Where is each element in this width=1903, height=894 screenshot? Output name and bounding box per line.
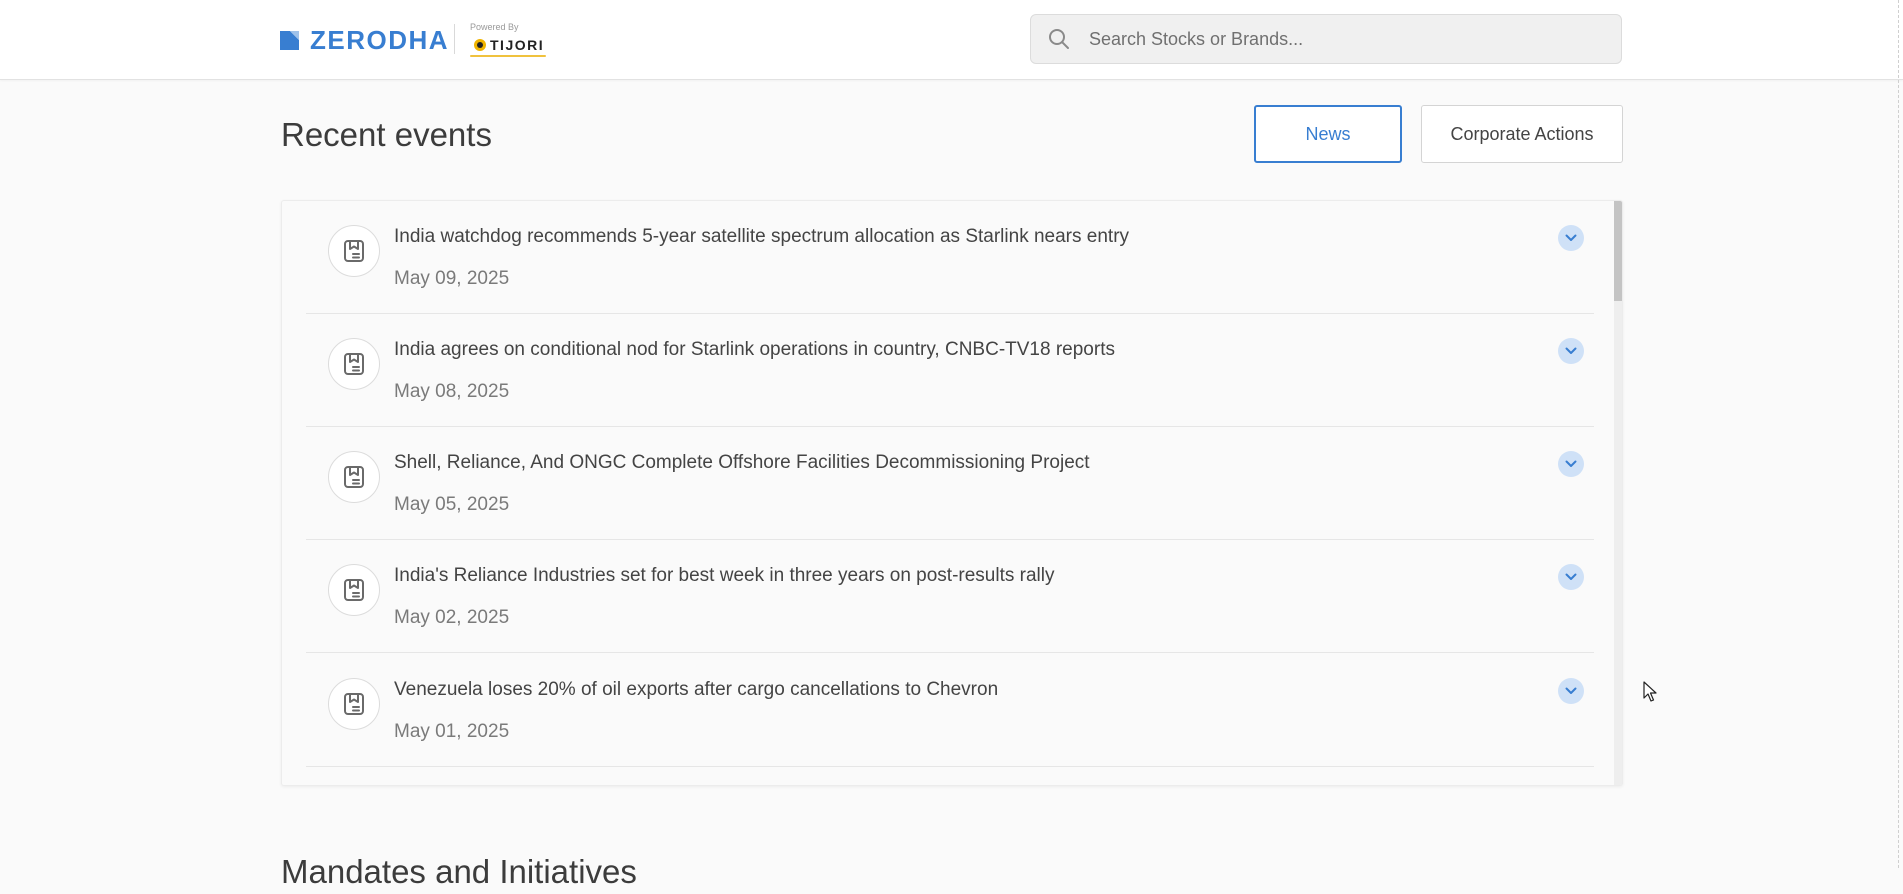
event-date: May 05, 2025 (394, 494, 510, 515)
chevron-down-icon (1565, 573, 1577, 581)
search-icon (1047, 27, 1071, 51)
event-item[interactable] (306, 201, 1594, 314)
news-icon (328, 451, 380, 503)
expand-button[interactable] (1558, 564, 1584, 590)
header-divider (454, 24, 455, 54)
event-date: May 02, 2025 (394, 607, 510, 628)
tab-corporate-actions[interactable] (1421, 105, 1623, 163)
scrollbar-thumb[interactable] (1614, 201, 1622, 301)
expand-button[interactable] (1558, 451, 1584, 477)
search-input[interactable] (1087, 28, 1591, 51)
chevron-down-icon (1565, 347, 1577, 355)
tijori-name: TIJORI (490, 37, 545, 53)
powered-by-label: Powered By (470, 22, 519, 32)
tab-corporate-actions-label: Corporate Actions (1450, 123, 1594, 144)
event-title[interactable]: India agrees on conditional nod for Starlink operations in country, CNBC-TV18 reports (394, 339, 1115, 360)
event-date: May 09, 2025 (394, 268, 510, 289)
event-date: May 01, 2025 (394, 721, 510, 742)
top-header (0, 0, 1903, 80)
events-scrollbar[interactable] (1614, 201, 1622, 785)
news-icon (328, 564, 380, 616)
news-icon (328, 225, 380, 277)
tijori-mark-icon (474, 39, 486, 51)
event-title[interactable]: India's Reliance Industries set for best week in three years on post-results rally (394, 565, 1055, 586)
page-scrollbar[interactable] (1898, 0, 1899, 868)
tab-news-label: News (1305, 123, 1351, 144)
brand-name: ZERODHA (310, 25, 450, 55)
search-box[interactable] (1030, 14, 1622, 64)
powered-by-tijori[interactable] (470, 22, 546, 56)
chevron-down-icon (1565, 234, 1577, 242)
event-title[interactable]: Shell, Reliance, And ONGC Complete Offshore Facilities Decommissioning Project (394, 452, 1090, 473)
event-date: May 08, 2025 (394, 381, 510, 402)
zerodha-mark-icon (280, 30, 299, 50)
tijori-logo (474, 37, 544, 53)
next-section-title: Mandates and Initiatives (281, 853, 637, 890)
event-title[interactable]: India watchdog recommends 5-year satellite spectrum allocation as Starlink nears entry (394, 226, 1130, 247)
event-item[interactable] (306, 654, 1594, 767)
event-item[interactable] (306, 314, 1594, 427)
tijori-underline (470, 55, 546, 57)
news-icon (328, 338, 380, 390)
section-title: Recent events (281, 116, 492, 153)
events-panel[interactable] (281, 200, 1623, 786)
zerodha-logo[interactable] (280, 24, 449, 56)
event-item[interactable] (306, 540, 1594, 653)
tab-news[interactable] (1254, 105, 1402, 163)
event-item[interactable] (306, 427, 1594, 540)
expand-button[interactable] (1558, 225, 1584, 251)
expand-button[interactable] (1558, 678, 1584, 704)
event-title[interactable]: Venezuela loses 20% of oil exports after cargo cancellations to Chevron (394, 679, 999, 700)
mouse-cursor-icon (1643, 681, 1659, 703)
expand-button[interactable] (1558, 338, 1584, 364)
news-icon (328, 678, 380, 730)
chevron-down-icon (1565, 687, 1577, 695)
chevron-down-icon (1565, 460, 1577, 468)
